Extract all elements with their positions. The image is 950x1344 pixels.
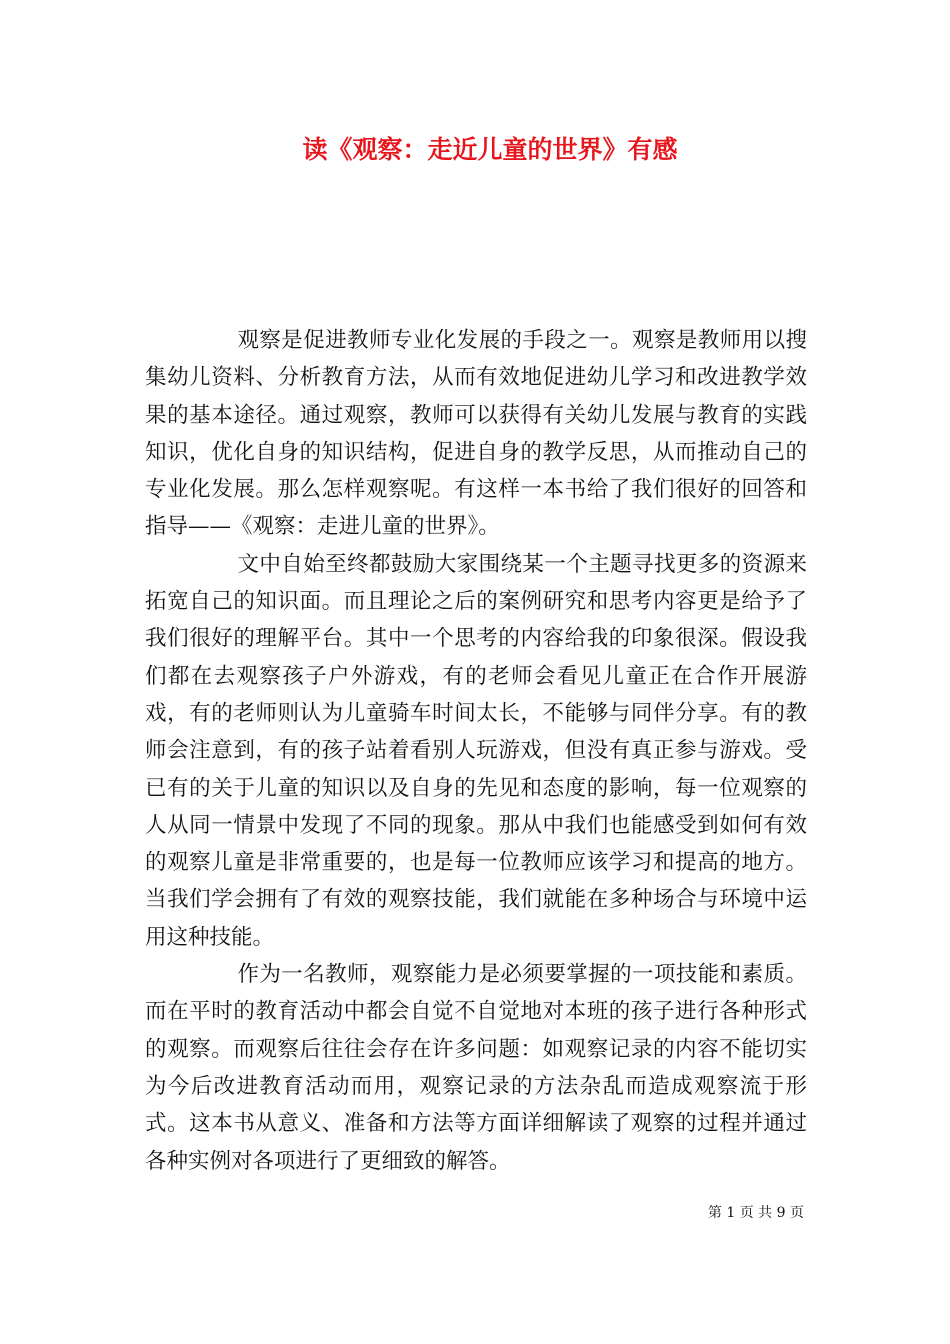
paragraph-3: 作为一名教师，观察能力是必须要掌握的一项技能和素质。而在平时的教育活动中都会自觉不自觉地对本班的孩子进行各种形式的观察。而观察后往往会存在许多问题：如观察记录的内容不能切实为今后改进教育活动而用，观察记录的方法杂乱而造成观察流于形式。这本书从意义、准备和方法等方面详细解读了观察的过程并通过各种实例对各项进行了更细致的解答。 bbox=[145, 962, 807, 1174]
page-number-footer: 第 1 页 共 9 页 bbox=[707, 1205, 804, 1221]
paragraph-1: 观察是促进教师专业化发展的手段之一。观察是教师用以搜集幼儿资料、分析教育方法，从而有效地促进幼儿学习和改进教学效果的基本途径。通过观察，教师可以获得有关幼儿发展与教育的实践知识，优化自身的知识结构，促进自身的教学反思，从而推动自己的专业化发展。那么怎样观察呢。有这样一本书给了我们很好的回答和指导——《观察：走进儿童的世界》。 bbox=[145, 328, 807, 540]
paragraph-2: 文中自始至终都鼓励大家围绕某一个主题寻找更多的资源来拓宽自己的知识面。而且理论之后的案例研究和思考内容更是给予了我们很好的理解平台。其中一个思考的内容给我的印象很深。假设我们都在去观察孩子户外游戏，有的老师会看见儿童正在合作开展游戏，有的老师则认为儿童骑车时间太长，不能够与同伴分享。有的教师会注意到，有的孩子站着看别人玩游戏，但没有真正参与游戏。受已有的关于儿童的知识以及自身的先见和态度的影响，每一位观察的人从同一情景中发现了不同的现象。那从中我们也能感受到如何有效的观察儿童是非常重要的，也是每一位教师应该学习和提高的地方。当我们学会拥有了有效的观察技能，我们就能在多种场合与环境中运用这种技能。 bbox=[145, 551, 807, 950]
document-body bbox=[145, 322, 807, 1180]
document-title: 读《观察：走近儿童的世界》有感 bbox=[302, 135, 678, 164]
